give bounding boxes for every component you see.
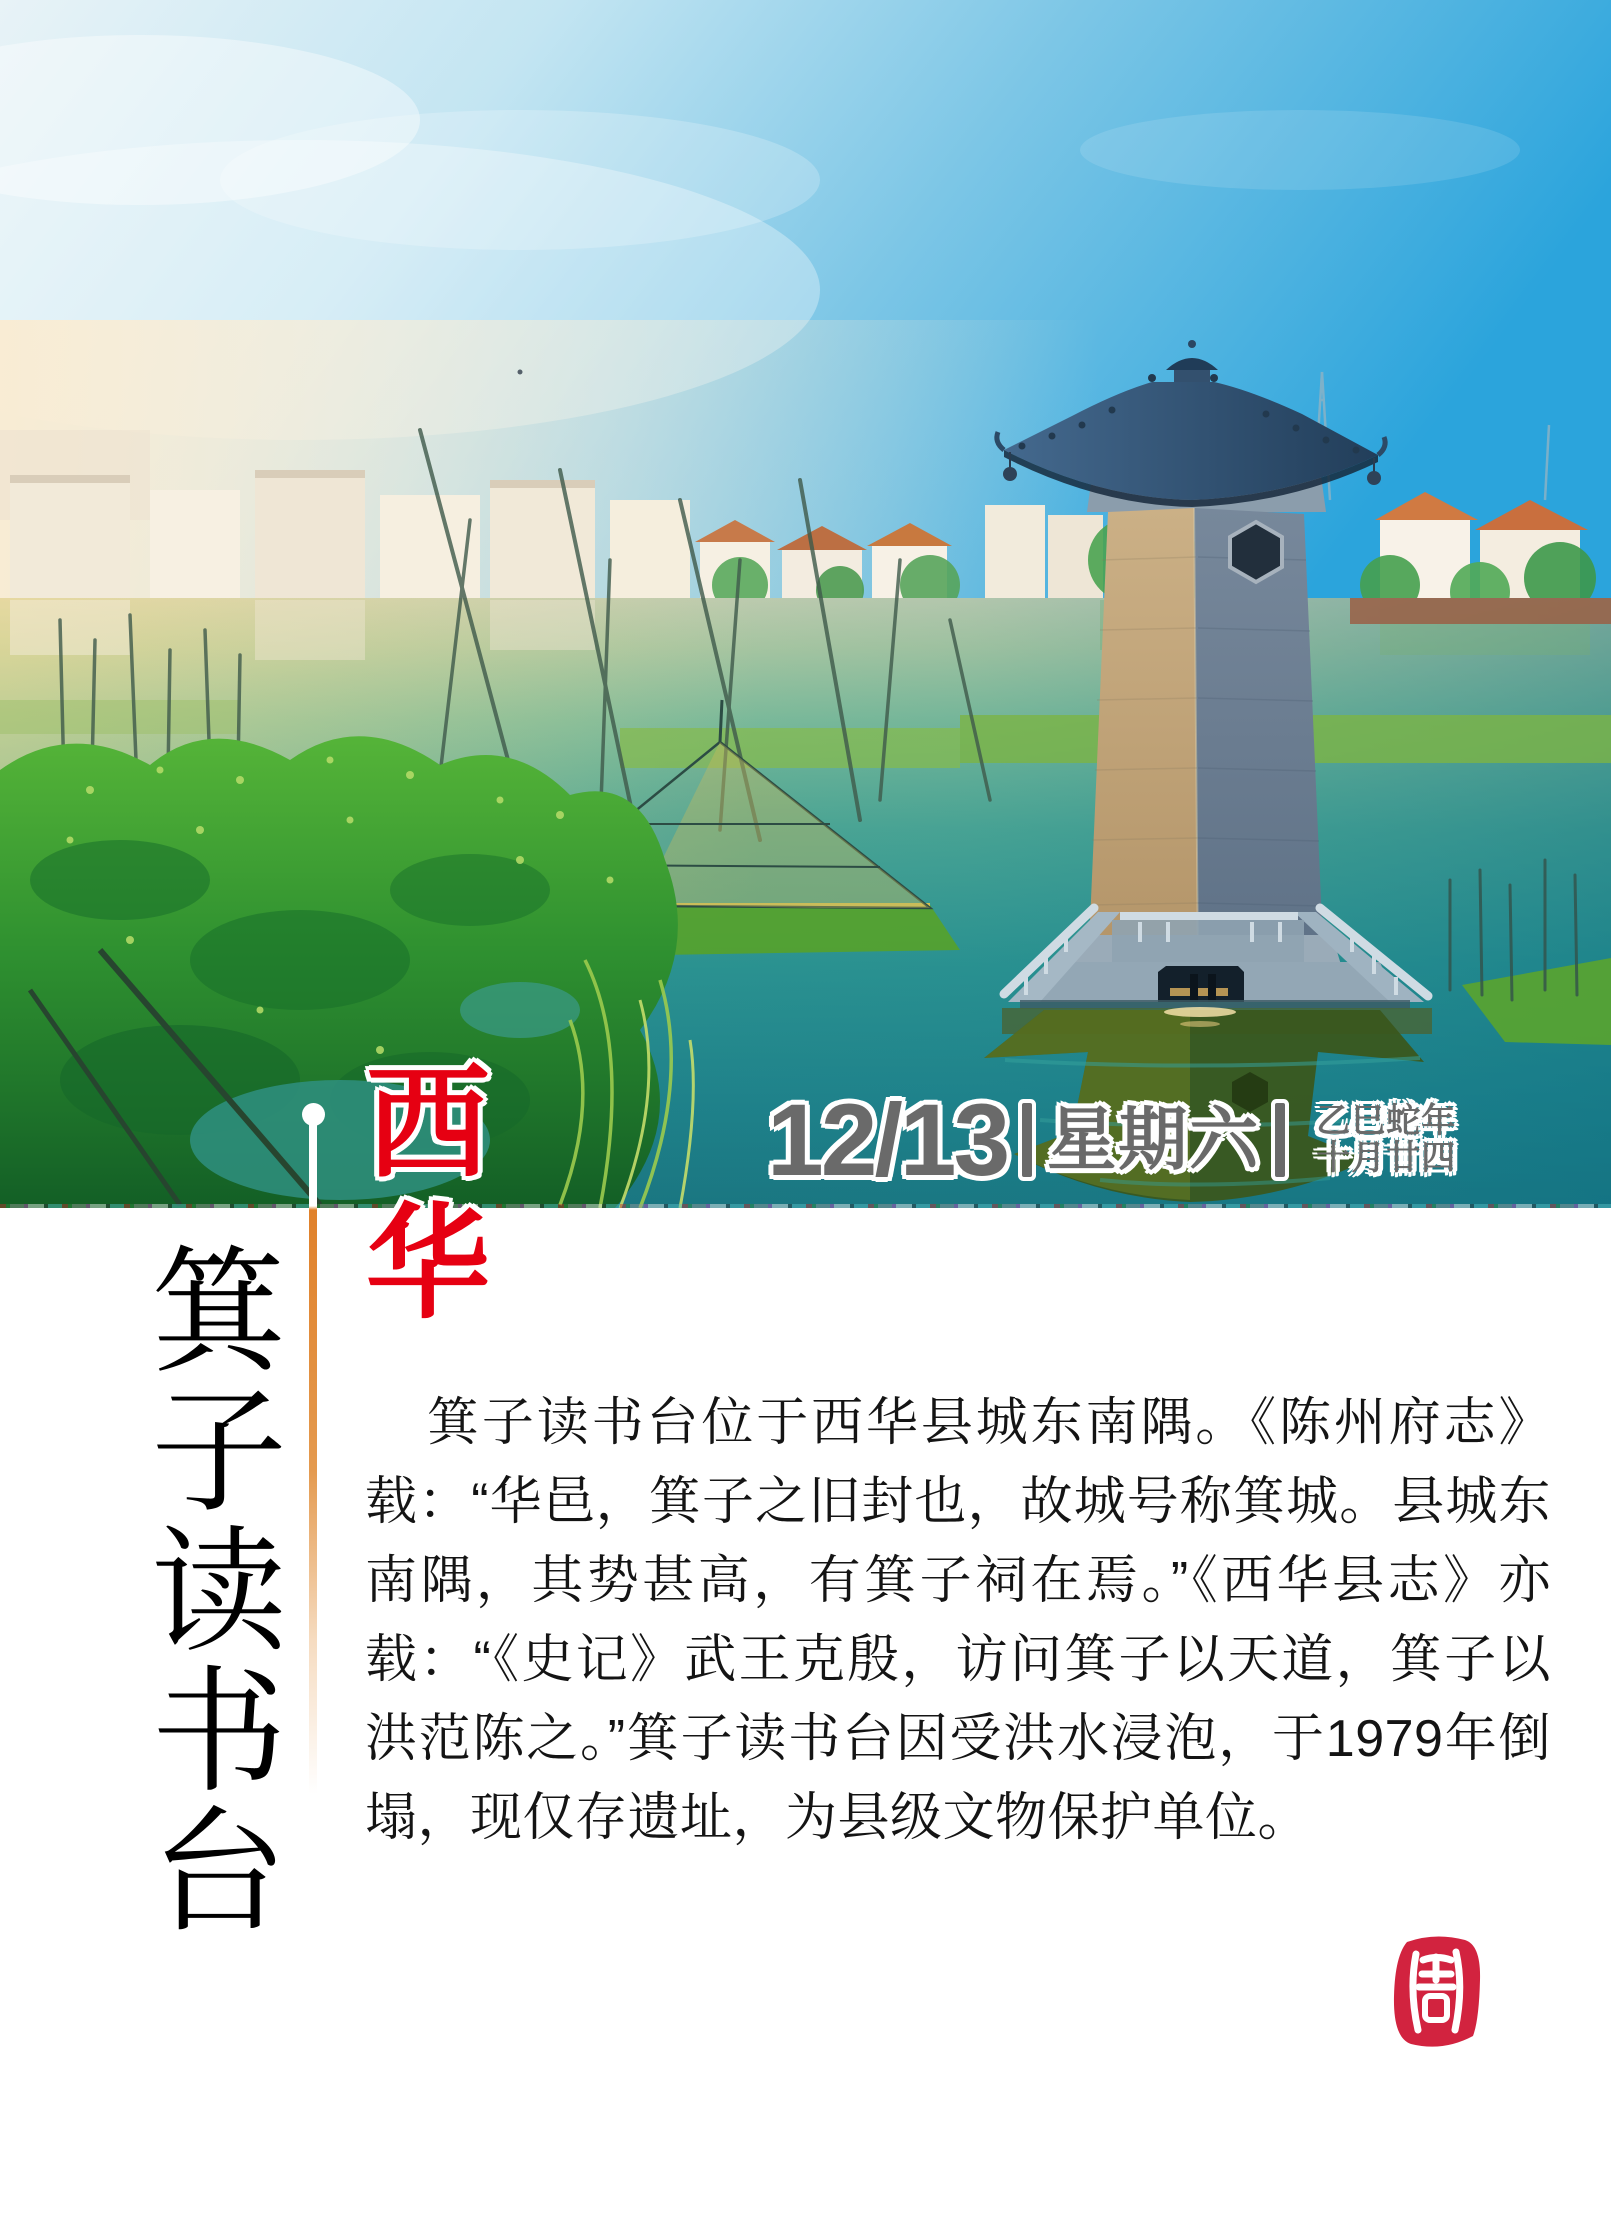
date-overlay [767, 1083, 1457, 1197]
brick-wall [1350, 598, 1611, 624]
eave-bell [1367, 471, 1381, 485]
lunar-day: 十月廿四 [1316, 1139, 1457, 1177]
title-char: 箕 [151, 1239, 287, 1389]
bird-speck [518, 370, 523, 375]
roof-finial [1174, 370, 1210, 382]
date-separator [1022, 1103, 1032, 1177]
arch-opening [1158, 966, 1244, 1002]
seal-stamp [1383, 1930, 1487, 2058]
seal-graphic [1383, 1930, 1487, 2058]
timeline-line [309, 1120, 317, 1794]
eave-bell [1003, 467, 1017, 481]
location-char: 华 [365, 1196, 490, 1333]
hexagonal-window [1230, 522, 1282, 582]
location-char: 西 [365, 1056, 490, 1193]
date-separator [1275, 1103, 1285, 1177]
lunar-year: 乙巳蛇年 [1316, 1102, 1457, 1140]
lunar-date [1316, 1103, 1456, 1177]
water-plants-mass [0, 736, 693, 1208]
title-char: 读 [151, 1519, 287, 1669]
weekday-text: 星期六 [1047, 1101, 1261, 1178]
date-text: 12/13 [767, 1083, 1008, 1197]
photo-edge-artifact [0, 1204, 1611, 1208]
location-name-vertical [361, 1056, 495, 1333]
title-char: 台 [151, 1799, 287, 1949]
title-char: 书 [151, 1659, 287, 1809]
title-char: 子 [151, 1379, 287, 1529]
article-paragraph: 箕子读书台位于西华县城东南隅。《陈州府志》载：“华邑，箕子之旧封也，故城号称箕城。县城东南隅，其势甚高，有箕子祠在焉。”《西华县志》亦载：“《史记》武王克殷，访问箕子以天道，箕子以洪范陈之。”箕子读书台因受洪水浸泡，于1979年倒塌，现仅存遗址，为县级文物保护单位。 [365, 1394, 1551, 1847]
page-title-vertical [150, 1239, 288, 1949]
